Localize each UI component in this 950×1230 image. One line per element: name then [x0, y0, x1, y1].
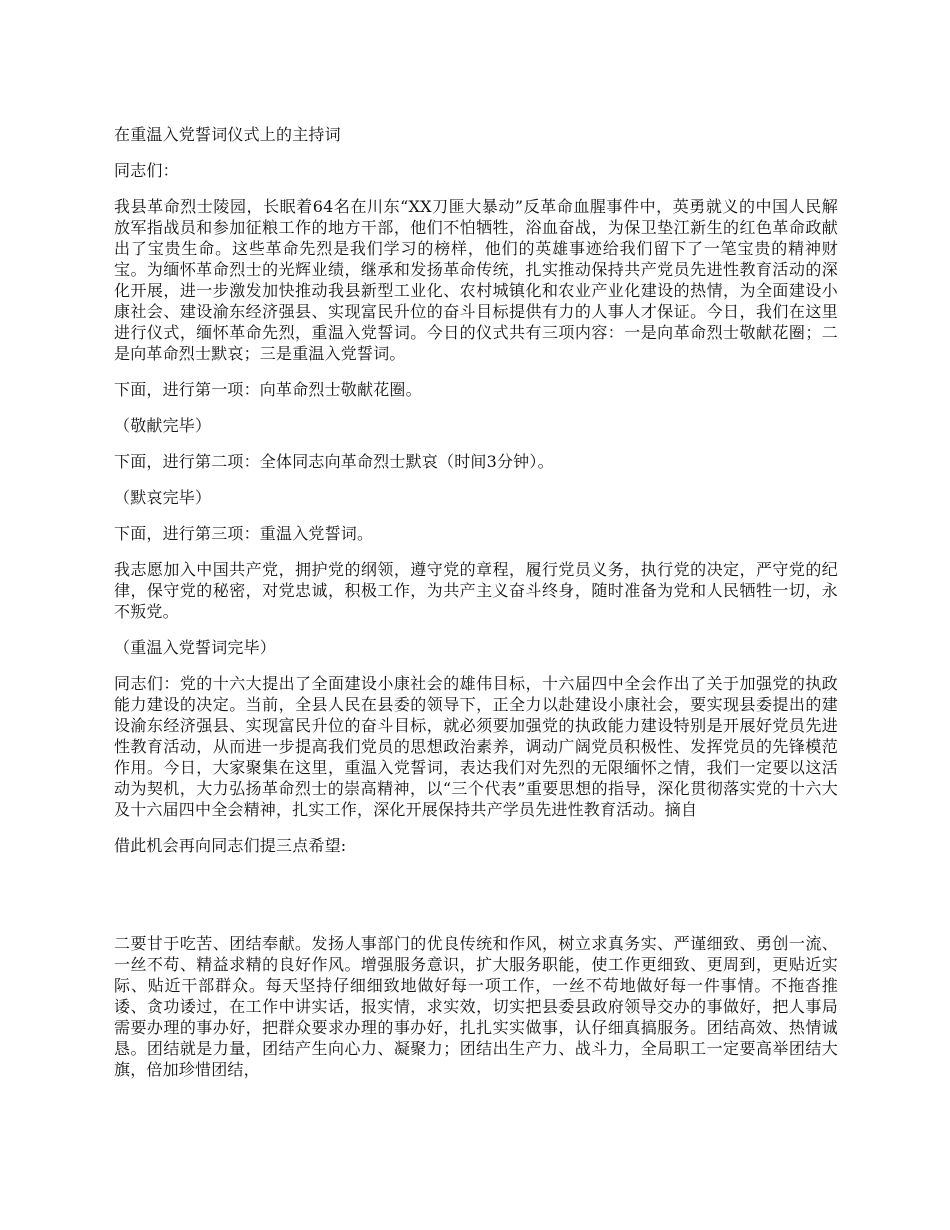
document-title: 在重温入党誓词仪式上的主持词 [114, 125, 341, 144]
intro-paragraph: 我县革命烈士陵园，长眠着64名在川东“XX刀匪大暴动”反革命血腥事件中，英勇就义的中国人民解放军指战员和参加征粮工作的地方干部，他们不怕牺牲，浴血奋战，为保卫垫江新生的红色革命政献出了宝贵生命。这些革命先烈是我们学习的榜样，他们的英雄事迹给我们留下了一笔宝贵的精神财宝。为缅怀革命烈士的光辉业绩，继承和发扬革命传统，扎实推动保持共产党员先进性教育活动的深化开展，进一步激发加快推动我县新型工业化、农村城镇化和农业产业化建设的热情，为全面建设小康社会、建设渝东经济强县、实现富民升位的奋斗目标提供有力的人事人才保证。今日，我们在这里进行仪式，缅怀革命先烈，重温入党誓词。今日的仪式共有三项内容：一是向革命烈士敬献花圈；二是向革命烈士默哀；三是重温入党誓词。 [114, 197, 838, 363]
document-body [114, 124, 838, 871]
step-one: 下面，进行第一项：向革命烈士敬献花圈。 [114, 380, 422, 399]
step-two: 下面，进行第二项：全体同志向革命烈士默哀（时间3分钟）。 [114, 452, 554, 471]
hopes-intro: 借此机会再向同志们提三点希望: [114, 836, 347, 855]
hope-two-paragraph: 二要甘于吃苦、团结奉献。发扬人事部门的优良传统和作风，树立求真务实、严谨细致、勇创一流、一丝不苟、精益求精的良好作风。增强服务意识，扩大服务职能，使工作更细致、更周到，更贴近实际、贴近干部群众。每天坚持仔细细致地做好每一项工作，一丝不苟地做好每一件事情。不拖沓推诿、贪功诿过，在工作中讲实话，报实情，求实效，切实把县委县政府领导交办的事做好，把人事局需要办理的事办好，把群众要求办理的事办好，扎扎实实做事，认仔细真搞服务。团结高效、热情诚恳。团结就是力量，团结产生向心力、凝聚力；团结出生产力、战斗力，全局职工一定要高举团结大旗，倍加珍惜团结， [114, 934, 838, 1079]
step-two-done: （默哀完毕） [114, 488, 212, 507]
oath-paragraph: 我志愿加入中国共产党，拥护党的纲领，遵守党的章程，履行党员义务，执行党的决定，严守党的纪律，保守党的秘密，对党忠诚，积极工作，为共产主义奋斗终身，随时准备为党和人民牺牲一切，永不叛党。 [114, 560, 838, 621]
step-one-done: （敬献完毕） [114, 416, 212, 435]
hopes-section [114, 933, 838, 1080]
closing-paragraph: 同志们：党的十六大提出了全面建设小康社会的雄伟目标，十六届四中全会作出了关于加强党的执政能力建设的决定。当前，全县人民在县委的领导下，正全力以赴建设小康社会，要实现县委提出的建设渝东经济强县、实现富民升位的奋斗目标，就必须要加强党的执政能力建设特别是开展好党员先进性教育活动，从而进一步提高我们党员的思想政治素养，调动广阔党员积极性、发挥党员的先锋模范作用。今日，大家聚集在这里，重温入党誓词，表达我们对先烈的无限缅怀之情，我们一定要以这活动为契机，大力弘扬革命烈士的崇高精神，以“三个代表”重要思想的指导，深化贯彻落实党的十六大及十六届四中全会精神，扎实工作，深化开展保持共产学员先进性教育活动。摘自 [114, 674, 838, 819]
salutation: 同志们： [114, 161, 179, 180]
step-three-done: （重温入党誓词完毕） [114, 638, 277, 657]
step-three: 下面，进行第三项：重温入党誓词。 [114, 524, 374, 543]
